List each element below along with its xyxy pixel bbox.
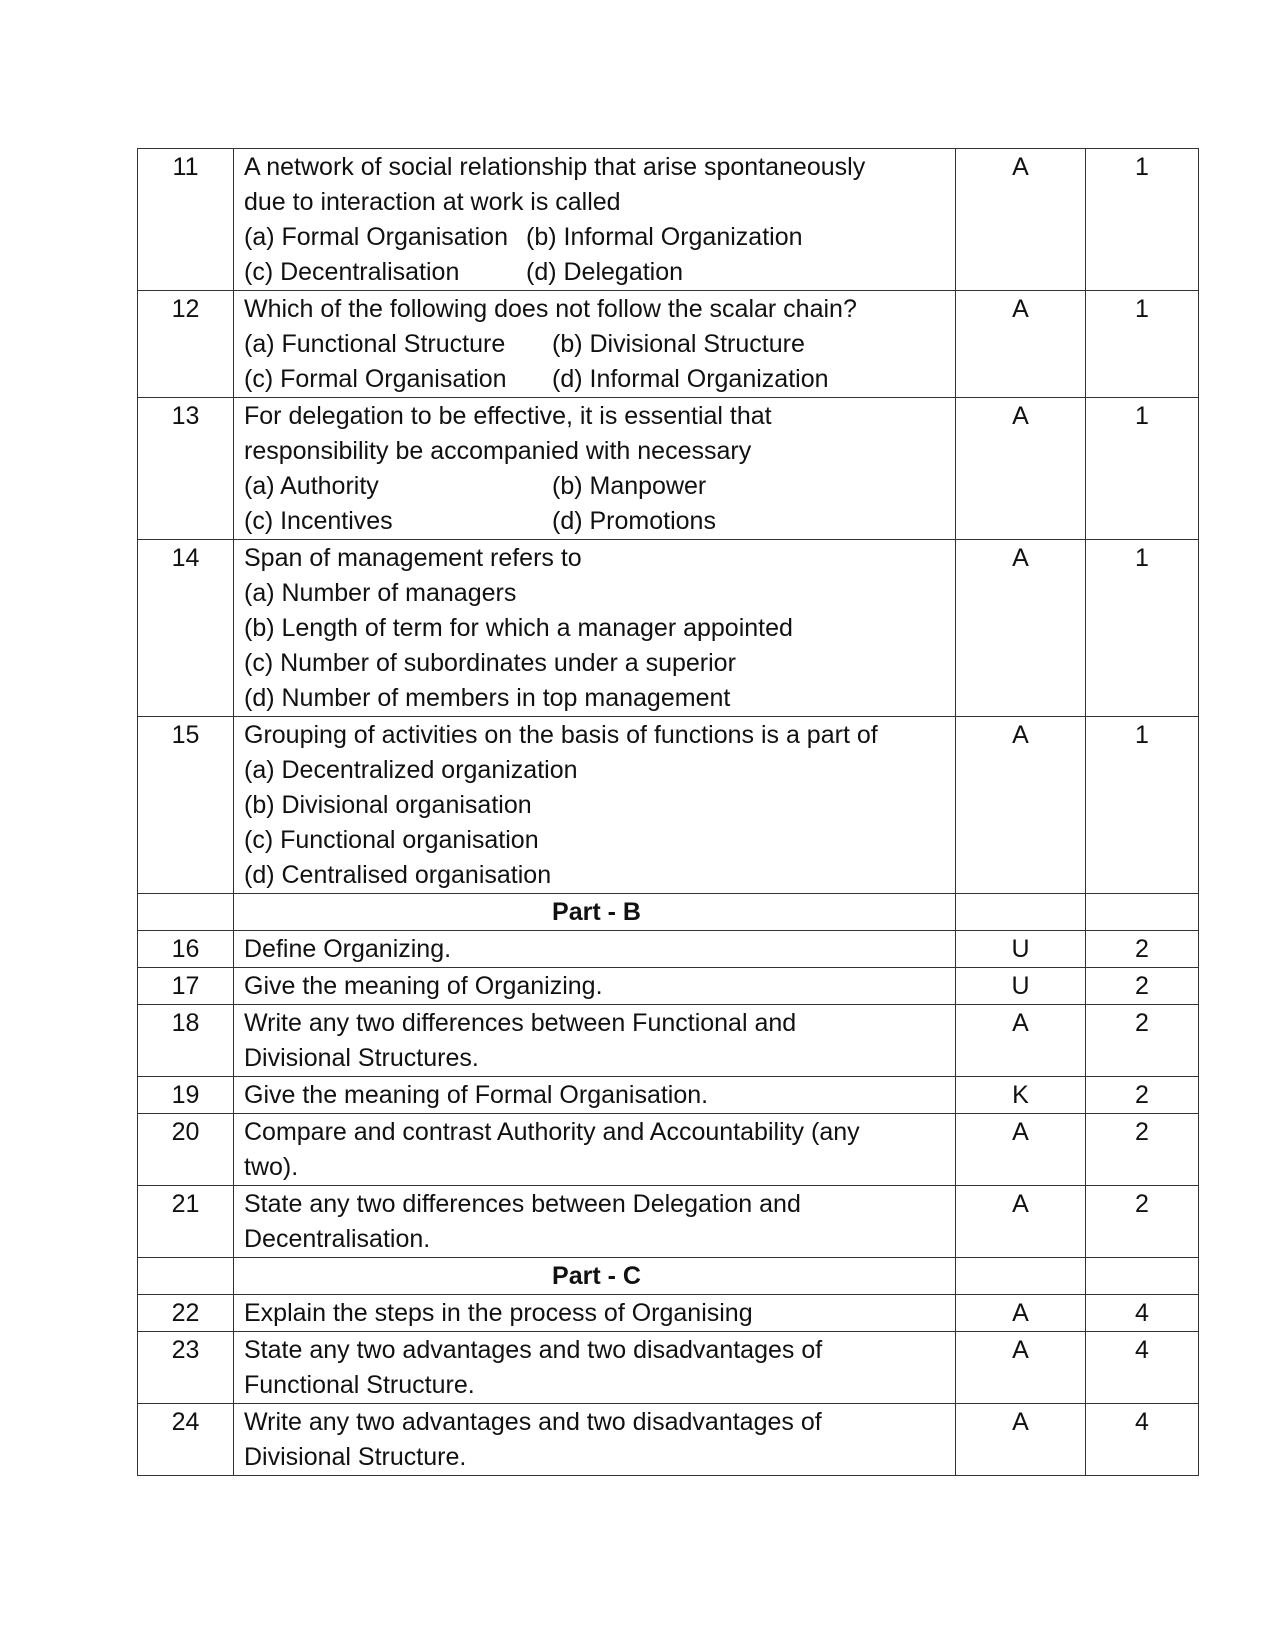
option-d: (d) Informal Organization bbox=[552, 365, 829, 393]
question-line: Functional Structure. bbox=[244, 1371, 475, 1399]
option-d: (d) Number of members in top management bbox=[244, 684, 731, 712]
question-text bbox=[234, 968, 956, 1005]
question-number: 21 bbox=[138, 1186, 234, 1258]
cognitive-level: A bbox=[956, 717, 1086, 894]
option-b: (b) Divisional organisation bbox=[244, 791, 532, 819]
table-row bbox=[138, 1404, 1199, 1476]
cognitive-level: A bbox=[956, 149, 1086, 291]
marks: 1 bbox=[1086, 540, 1199, 717]
marks: 2 bbox=[1086, 1186, 1199, 1258]
options-grid bbox=[244, 327, 949, 397]
question-line: Give the meaning of Formal Organisation. bbox=[244, 1081, 709, 1109]
question-text bbox=[234, 1005, 956, 1077]
table-row bbox=[138, 968, 1199, 1005]
table-row bbox=[138, 1186, 1199, 1258]
question-text bbox=[234, 1114, 956, 1186]
question-line: Decentralisation. bbox=[244, 1225, 431, 1253]
option-b: (b) Manpower bbox=[552, 472, 707, 500]
cognitive-level: K bbox=[956, 1077, 1086, 1114]
question-line: Compare and contrast Authority and Accountability (any bbox=[244, 1118, 860, 1146]
option-c: (c) Formal Organisation bbox=[244, 365, 507, 393]
question-table bbox=[137, 148, 1199, 1476]
question-line: Divisional Structure. bbox=[244, 1443, 467, 1471]
option-c: (c) Number of subordinates under a superior bbox=[244, 649, 736, 677]
question-number: 14 bbox=[138, 540, 234, 717]
question-text bbox=[234, 149, 956, 291]
option-a: (a) Decentralized organization bbox=[244, 756, 578, 784]
question-text bbox=[234, 1077, 956, 1114]
table-row bbox=[138, 149, 1199, 291]
question-line: Give the meaning of Organizing. bbox=[244, 972, 603, 1000]
cognitive-level: A bbox=[956, 1295, 1086, 1332]
question-text bbox=[234, 1404, 956, 1476]
question-line: Grouping of activities on the basis of functions is a part of bbox=[244, 721, 878, 749]
question-number: 15 bbox=[138, 717, 234, 894]
question-line: Divisional Structures. bbox=[244, 1044, 479, 1072]
part-b-heading: Part - B bbox=[234, 894, 956, 931]
question-line: two). bbox=[244, 1153, 299, 1181]
section-heading-row bbox=[138, 894, 1199, 931]
options-grid bbox=[244, 469, 949, 539]
part-c-heading: Part - C bbox=[234, 1258, 956, 1295]
marks: 1 bbox=[1086, 149, 1199, 291]
marks: 1 bbox=[1086, 398, 1199, 540]
question-text bbox=[234, 1186, 956, 1258]
question-number: 12 bbox=[138, 291, 234, 398]
option-b: (b) Length of term for which a manager appointed bbox=[244, 614, 793, 642]
options-grid bbox=[244, 220, 949, 290]
question-text bbox=[234, 398, 956, 540]
question-line: Define Organizing. bbox=[244, 935, 452, 963]
option-d: (d) Centralised organisation bbox=[244, 861, 552, 889]
cognitive-level: A bbox=[956, 1404, 1086, 1476]
table-row bbox=[138, 1295, 1199, 1332]
table-row bbox=[138, 1005, 1199, 1077]
question-number: 11 bbox=[138, 149, 234, 291]
question-number: 20 bbox=[138, 1114, 234, 1186]
table-row bbox=[138, 1114, 1199, 1186]
option-d: (d) Promotions bbox=[552, 507, 716, 535]
question-number: 18 bbox=[138, 1005, 234, 1077]
marks: 4 bbox=[1086, 1404, 1199, 1476]
cognitive-level: A bbox=[956, 540, 1086, 717]
question-line: Write any two advantages and two disadvantages of bbox=[244, 1408, 822, 1436]
question-line: For delegation to be effective, it is essential that bbox=[244, 402, 772, 430]
marks: 2 bbox=[1086, 1077, 1199, 1114]
question-number: 23 bbox=[138, 1332, 234, 1404]
marks: 2 bbox=[1086, 1114, 1199, 1186]
option-c: (c) Functional organisation bbox=[244, 826, 539, 854]
question-line: A network of social relationship that arise spontaneously bbox=[244, 153, 866, 181]
question-number: 16 bbox=[138, 931, 234, 968]
question-text bbox=[234, 1332, 956, 1404]
question-text bbox=[234, 717, 956, 894]
option-a: (a) Authority bbox=[244, 472, 379, 500]
cognitive-level: A bbox=[956, 1114, 1086, 1186]
question-number: 13 bbox=[138, 398, 234, 540]
cognitive-level: A bbox=[956, 1332, 1086, 1404]
cognitive-level: A bbox=[956, 1186, 1086, 1258]
question-line: due to interaction at work is called bbox=[244, 188, 621, 216]
marks: 2 bbox=[1086, 968, 1199, 1005]
marks: 1 bbox=[1086, 291, 1199, 398]
section-heading-row bbox=[138, 1258, 1199, 1295]
cognitive-level: U bbox=[956, 931, 1086, 968]
question-text bbox=[234, 931, 956, 968]
question-text bbox=[234, 540, 956, 717]
cognitive-level: A bbox=[956, 398, 1086, 540]
marks: 2 bbox=[1086, 1005, 1199, 1077]
question-line: Write any two differences between Functional and bbox=[244, 1009, 797, 1037]
cognitive-level: A bbox=[956, 1005, 1086, 1077]
question-number: 22 bbox=[138, 1295, 234, 1332]
cognitive-level: A bbox=[956, 291, 1086, 398]
question-number: 19 bbox=[138, 1077, 234, 1114]
question-number: 17 bbox=[138, 968, 234, 1005]
table-row bbox=[138, 291, 1199, 398]
option-c: (c) Decentralisation bbox=[244, 258, 460, 286]
table-row bbox=[138, 931, 1199, 968]
option-c: (c) Incentives bbox=[244, 507, 393, 535]
marks: 4 bbox=[1086, 1295, 1199, 1332]
marks: 1 bbox=[1086, 717, 1199, 894]
cognitive-level: U bbox=[956, 968, 1086, 1005]
option-b: (b) Informal Organization bbox=[526, 223, 803, 251]
question-number: 24 bbox=[138, 1404, 234, 1476]
option-d: (d) Delegation bbox=[526, 258, 684, 286]
table-row bbox=[138, 1332, 1199, 1404]
question-line: Which of the following does not follow the scalar chain? bbox=[244, 295, 857, 323]
table-row bbox=[138, 540, 1199, 717]
question-text bbox=[234, 291, 956, 398]
option-a: (a) Number of managers bbox=[244, 579, 517, 607]
table-row bbox=[138, 1077, 1199, 1114]
question-line: responsibility be accompanied with necessary bbox=[244, 437, 752, 465]
option-b: (b) Divisional Structure bbox=[552, 330, 805, 358]
question-line: Explain the steps in the process of Organising bbox=[244, 1299, 753, 1327]
marks: 2 bbox=[1086, 931, 1199, 968]
question-line: State any two advantages and two disadvantages of bbox=[244, 1336, 823, 1364]
option-a: (a) Formal Organisation bbox=[244, 223, 508, 251]
table-row bbox=[138, 398, 1199, 540]
table-row bbox=[138, 717, 1199, 894]
option-a: (a) Functional Structure bbox=[244, 330, 506, 358]
question-line: Span of management refers to bbox=[244, 544, 582, 572]
question-text bbox=[234, 1295, 956, 1332]
marks: 4 bbox=[1086, 1332, 1199, 1404]
question-line: State any two differences between Delegation and bbox=[244, 1190, 801, 1218]
